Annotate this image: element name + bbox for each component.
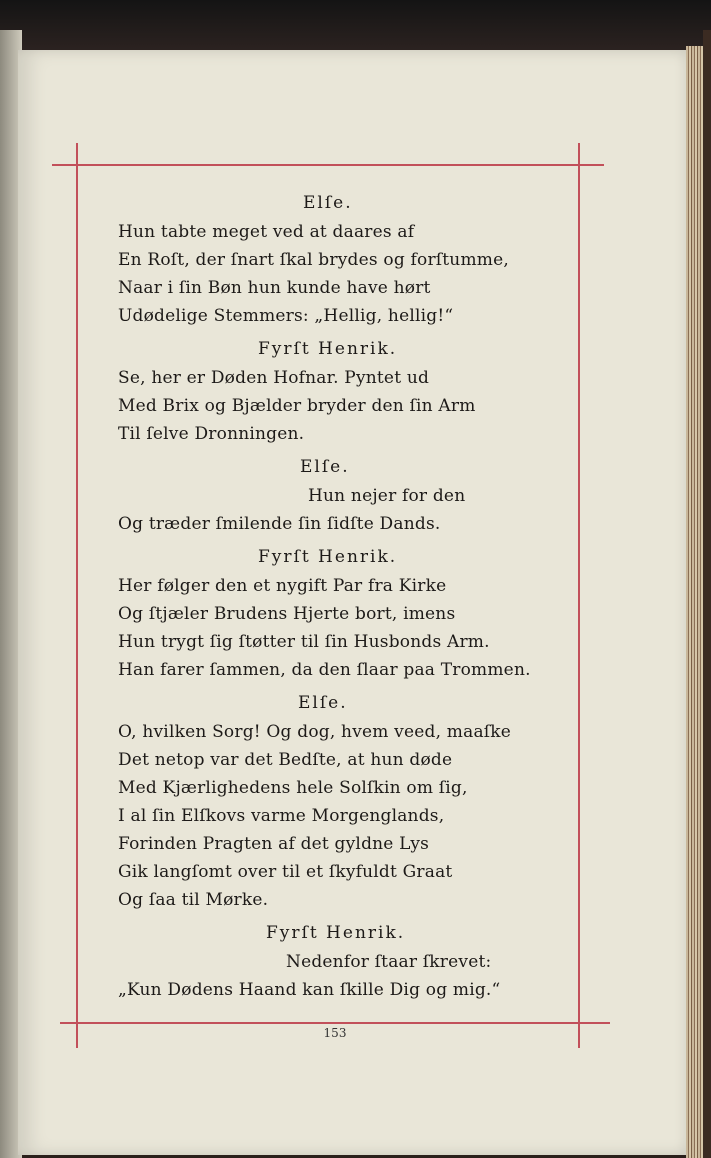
- verse-line: Med Kjærlighedens hele Solſkin om ſig,: [118, 778, 468, 798]
- verse-line: Se, her er Døden Hofnar. Pyntet ud: [118, 368, 430, 388]
- poem-text: [118, 188, 558, 1004]
- verse-line: Nedenfor ſtaar ſkrevet:: [286, 952, 492, 972]
- verse-line: I al ſin Elſkovs varme Morgenglands,: [118, 806, 445, 826]
- speaker-name: Fyrſt Henrik.: [266, 923, 406, 943]
- page-number: 153: [323, 1026, 347, 1040]
- border-rule-right: [578, 143, 580, 1048]
- verse-line: Hun tabte meget ved at daares af: [118, 222, 415, 242]
- verse-line: „Kun Dødens Haand kan ſkille Dig og mig.“: [118, 980, 501, 1000]
- verse-line: Og ſaa til Mørke.: [118, 890, 269, 910]
- verse-line: Han farer ſammen, da den ſlaar paa Trommen.: [118, 660, 531, 680]
- verse-line: En Roſt, der ſnart ſkal brydes og forſtumme,: [118, 250, 509, 270]
- border-rule-left: [76, 143, 78, 1048]
- verse-line: Til ſelve Dronningen.: [118, 424, 305, 444]
- verse-line: Og træder ſmilende ſin ſidſte Dands.: [118, 514, 441, 534]
- top-background: [0, 0, 711, 50]
- verse-line: Hun trygt ſig ſtøtter til ſin Husbonds Arm.: [118, 632, 490, 652]
- verse-line: Forinden Pragten af det gyldne Lys: [118, 834, 430, 854]
- verse-line: Og ſtjæler Brudens Hjerte bort, imens: [118, 604, 456, 624]
- verse-line: Naar i ſin Bøn hun kunde have hørt: [118, 278, 431, 298]
- verse-line: Gik langſomt over til et ſkyfuldt Graat: [118, 862, 453, 882]
- speaker-name: Elſe.: [300, 457, 350, 477]
- verse-line: Udødelige Stemmers: „Hellig, hellig!“: [118, 306, 454, 326]
- verse-line: Her følger den et nygift Par fra Kirke: [118, 576, 447, 596]
- speaker-name: Fyrſt Henrik.: [258, 339, 398, 359]
- verse-line: O, hvilken Sorg! Og dog, hvem veed, maaſke: [118, 722, 512, 742]
- speaker-name: Elſe.: [298, 693, 348, 713]
- border-rule-bottom: [60, 1022, 610, 1024]
- verse-line: Hun nejer for den: [308, 486, 466, 506]
- speaker-name: Fyrſt Henrik.: [258, 547, 398, 567]
- verse-line: Det netop var det Bedſte, at hun døde: [118, 750, 453, 770]
- verse-line: Med Brix og Bjælder bryder den ſin Arm: [118, 396, 476, 416]
- book-cover-edge: [703, 30, 711, 1158]
- speaker-name: Elſe.: [303, 193, 353, 213]
- border-rule-top: [52, 164, 604, 166]
